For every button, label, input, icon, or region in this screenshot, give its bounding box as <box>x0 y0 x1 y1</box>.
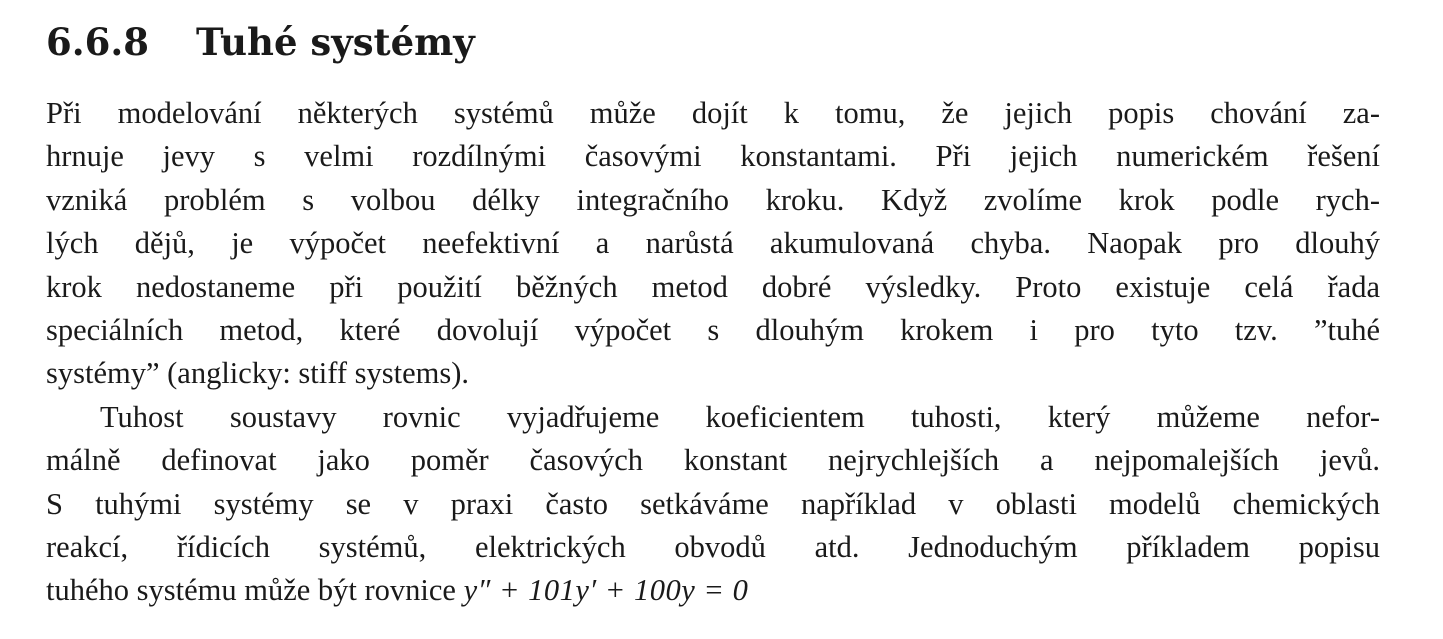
section-number: 6.6.8 <box>46 20 149 64</box>
paragraph-line: vzniká problém s volbou délky integračního kroku. Když zvolíme krok podle rych- <box>46 182 1380 217</box>
paragraph-line: systémy” (anglicky: stiff systems). <box>46 356 469 391</box>
paragraph-line: speciálních metod, které dovolují výpočet s dlouhým krokem i pro tyto tzv. ”tuhé <box>46 312 1380 347</box>
paragraph-line: krok nedostaneme při použití běžných metod dobré výsledky. Proto existuje celá řada <box>46 269 1380 304</box>
equation: y″ + 101y′ + 100y = 0 <box>463 573 749 608</box>
section-heading <box>46 14 1380 70</box>
paragraph-2 <box>46 396 1380 613</box>
document-page <box>46 14 1380 613</box>
paragraph-line: hrnuje jevy s velmi rozdílnými časovými konstantami. Při jejich numerickém řešení <box>46 139 1380 174</box>
section-title: Tuhé systémy <box>196 20 475 64</box>
paragraph-line: reakcí, řídicích systémů, elektrických obvodů atd. Jednoduchým příkladem popisu <box>46 529 1380 564</box>
paragraph-line: málně definovat jako poměr časových konstant nejrychlejších a nejpomalejších jevů. <box>46 443 1380 478</box>
paragraph-line: lých dějů, je výpočet neefektivní a narůstá akumulovaná chyba. Naopak pro dlouhý <box>46 226 1380 261</box>
paragraph-line: Při modelování některých systémů může dojít k tomu, že jejich popis chování za- <box>46 96 1380 130</box>
paragraph-line-text: tuhého systému může být rovnice <box>46 573 464 608</box>
paragraph-line: Tuhost soustavy rovnic vyjadřujeme koeficientem tuhosti, který můžeme nefor- <box>100 399 1380 434</box>
paragraph-line: S tuhými systémy se v praxi často setkáváme například v oblasti modelů chemických <box>46 486 1380 521</box>
paragraph-1 <box>46 92 1380 396</box>
paragraph-last-line <box>46 569 1380 612</box>
